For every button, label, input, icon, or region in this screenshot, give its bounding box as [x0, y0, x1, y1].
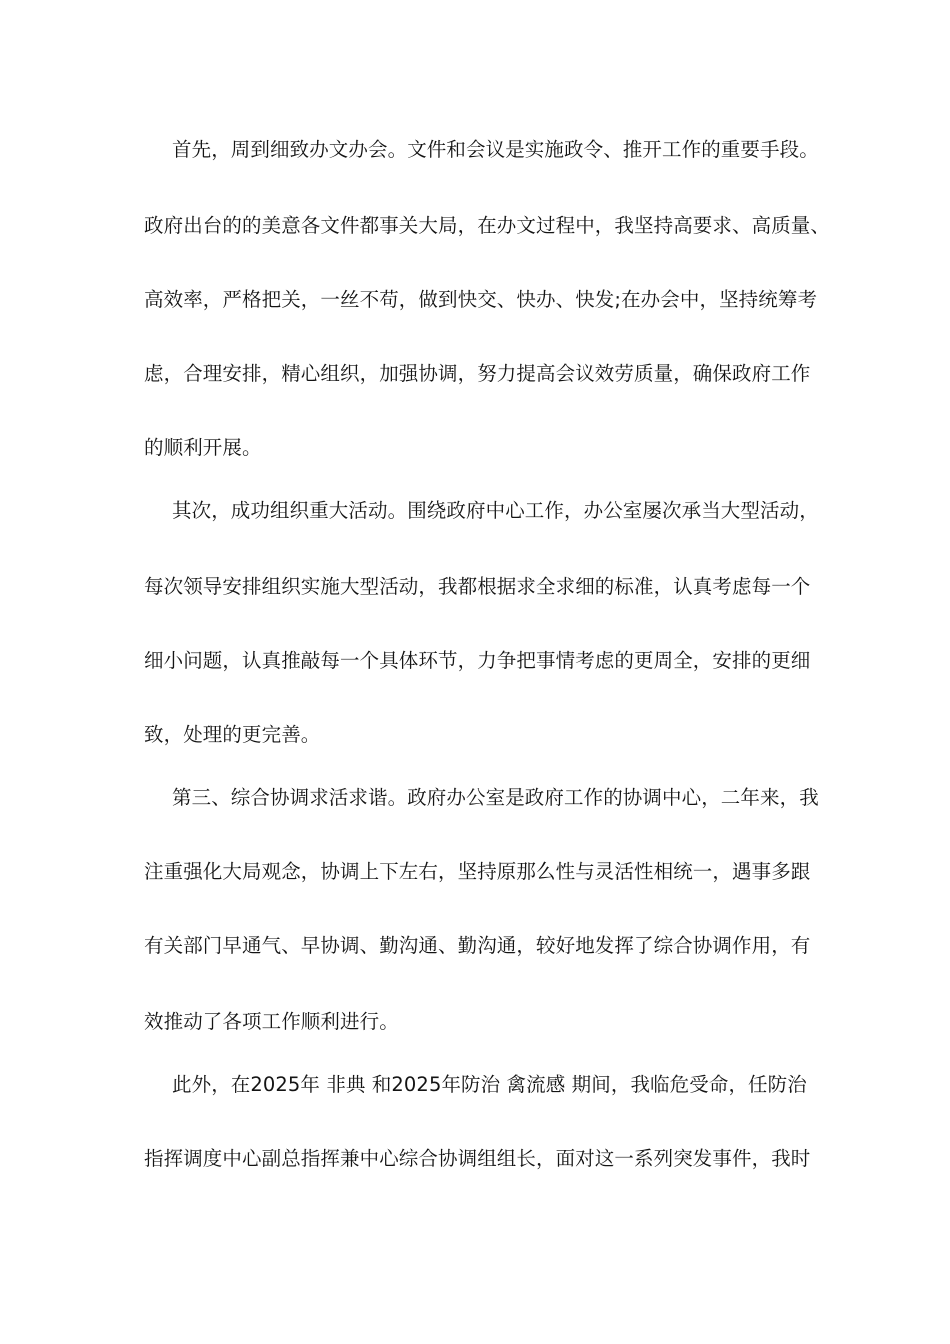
paragraph-4-line-2: 指挥调度中心副总指挥兼中心综合协调组组长，面对这一系列突发事件，我时: [144, 1147, 811, 1170]
paragraph-1-line-2: 政府出台的的美意各文件都事关大局，在办文过程中，我坚持高要求、高质量、: [144, 214, 831, 237]
paragraph-2-line-2: 每次领导安排组织实施大型活动，我都根据求全求细的标准，认真考虑每一个: [144, 575, 811, 598]
paragraph-1-line-5: 的顺利开展。: [144, 436, 262, 459]
paragraph-3-line-4: 效推动了各项工作顺利进行。: [144, 1010, 399, 1033]
paragraph-2-line-3: 细小问题，认真推敲每一个具体环节，力争把事情考虑的更周全，安排的更细: [144, 649, 811, 672]
paragraph-2-line-1: 其次，成功组织重大活动。围绕政府中心工作，办公室屡次承当大型活动，: [172, 499, 819, 522]
paragraph-4-line-1: 此外，在2025年 非典 和2025年防治 禽流感 期间，我临危受命，任防治: [172, 1073, 807, 1096]
paragraph-2-line-4: 致，处理的更完善。: [144, 723, 321, 746]
paragraph-1-line-4: 虑，合理安排，精心组织，加强协调，努力提高会议效劳质量，确保政府工作: [144, 362, 811, 385]
paragraph-3-line-1: 第三、综合协调求活求谐。政府办公室是政府工作的协调中心，二年来，我: [172, 786, 819, 809]
paragraph-1-line-1: 首先，周到细致办文办会。文件和会议是实施政令、推开工作的重要手段。: [172, 138, 819, 161]
paragraph-3-line-3: 有关部门早通气、早协调、勤沟通、勤沟通，较好地发挥了综合协调作用，有: [144, 934, 811, 957]
paragraph-1-line-3: 高效率，严格把关，一丝不苟，做到快交、快办、快发;在办会中，坚持统筹考: [144, 288, 818, 311]
paragraph-3-line-2: 注重强化大局观念，协调上下左右，坚持原那么性与灵活性相统一，遇事多跟: [144, 860, 811, 883]
